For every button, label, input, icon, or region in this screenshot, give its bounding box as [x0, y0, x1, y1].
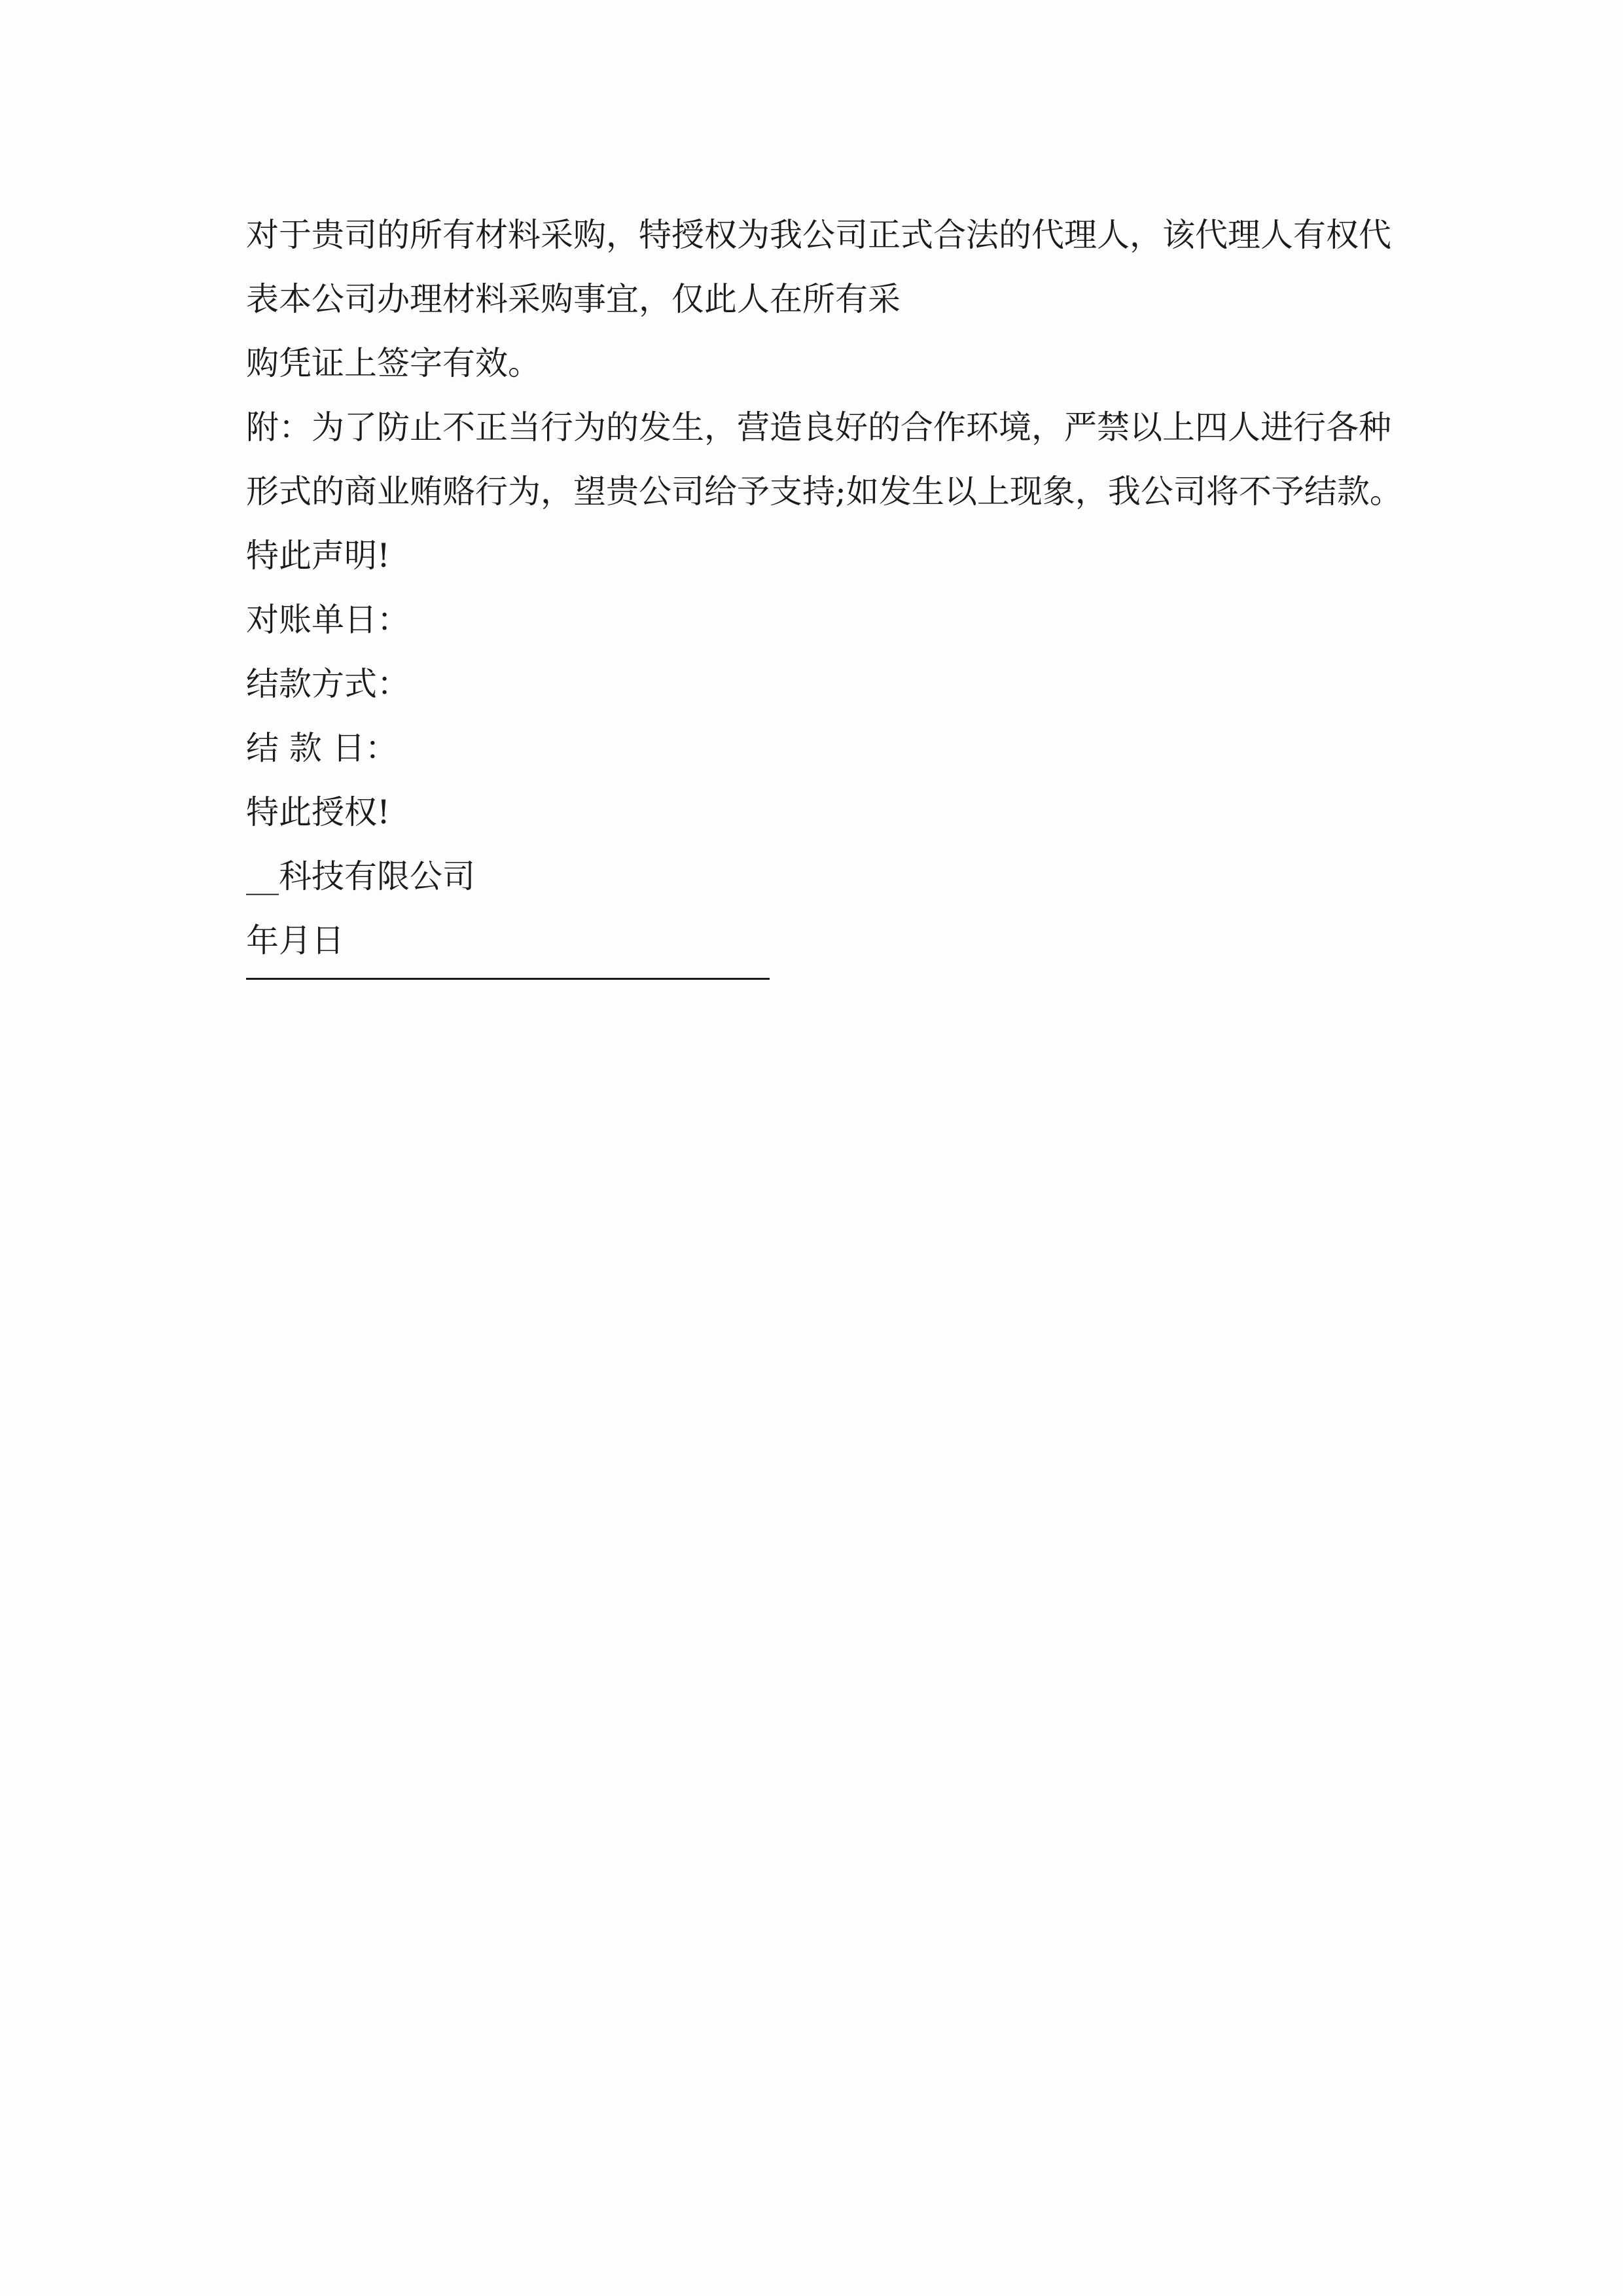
date-line: 年月日 [246, 922, 344, 960]
declaration-line: 特此声明! [246, 537, 391, 575]
body-paragraph-line-1: 对于贵司的所有材料采购，特授权为我公司正式合法的代理人，该代理人有权代 [246, 216, 1391, 254]
payment-date-field: 结 款 日： [246, 729, 398, 767]
horizontal-rule-divider [246, 978, 770, 980]
authorization-line: 特此授权! [246, 793, 391, 831]
body-paragraph-line-3: 购凭证上签字有效。 [246, 344, 541, 382]
company-name-line: __科技有限公司 [246, 857, 475, 895]
body-paragraph-line-2: 表本公司办理材料采购事宜，仅此人在所有采 [246, 280, 901, 318]
document-body [246, 203, 1411, 980]
note-paragraph-line-1: 附：为了防止不正当行为的发生，营造良好的合作环境，严禁以上四人进行各种 [246, 408, 1391, 446]
statement-date-field: 对账单日： [246, 601, 410, 639]
payment-method-field: 结款方式： [246, 665, 410, 703]
note-paragraph-line-2: 形式的商业贿赂行为，望贵公司给予支持;如发生以上现象，我公司将不予结款。 [246, 473, 1402, 511]
